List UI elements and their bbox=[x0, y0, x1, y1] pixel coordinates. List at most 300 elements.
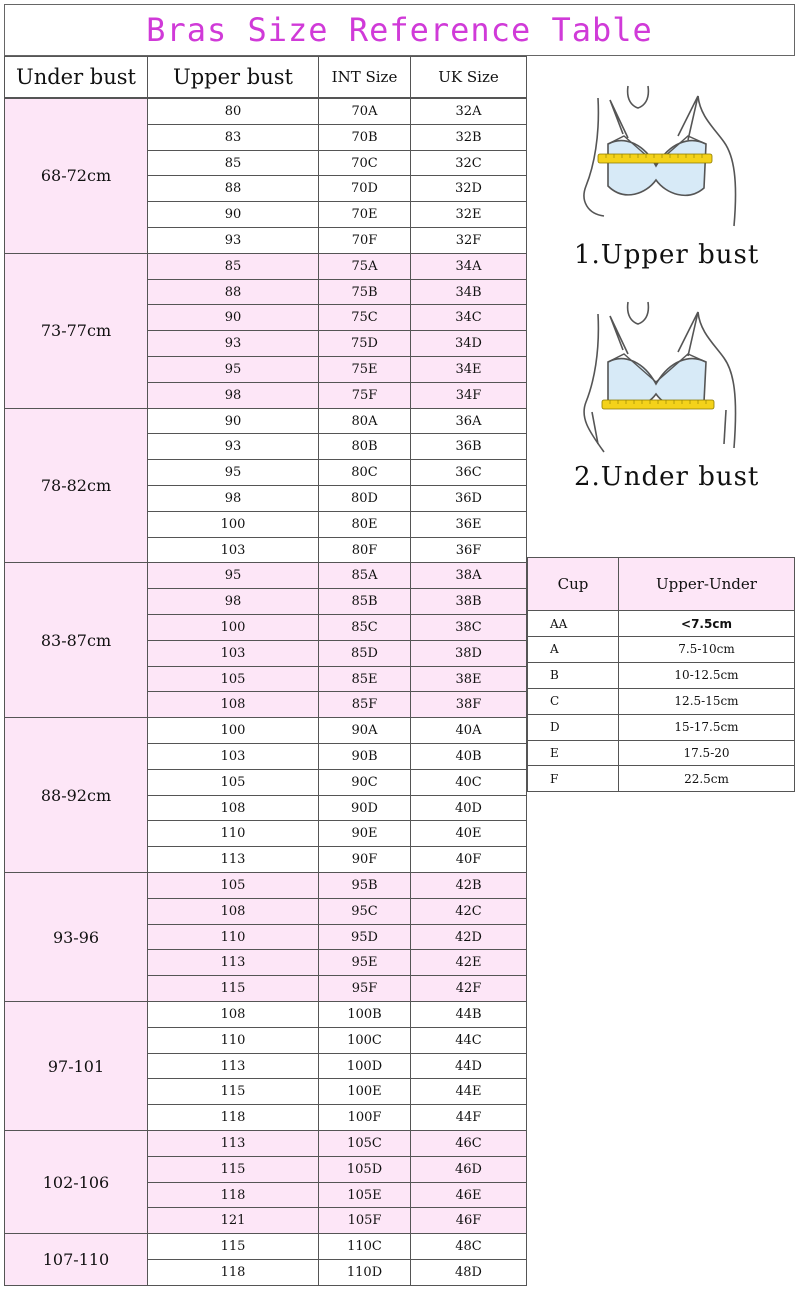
int-size-cell-text: 70D bbox=[351, 181, 378, 197]
int-size-cell bbox=[318, 1001, 411, 1028]
under-bust-group-label: 83-87cm bbox=[40, 630, 112, 650]
int-size-cell bbox=[318, 588, 411, 615]
upper-bust-cell-text: 95 bbox=[224, 465, 242, 481]
uk-size-cell-text: 36E bbox=[455, 516, 482, 532]
uk-size-cell-text: 46D bbox=[455, 1161, 482, 1177]
uk-size-cell bbox=[410, 279, 527, 306]
int-size-cell bbox=[318, 795, 411, 822]
title-banner bbox=[4, 4, 795, 56]
int-size-cell bbox=[318, 666, 411, 693]
uk-size-cell bbox=[410, 511, 527, 538]
cup-letter-text: AA bbox=[550, 616, 568, 631]
under-bust-figure bbox=[528, 292, 795, 482]
upper-bust-cell-text: 103 bbox=[220, 542, 246, 558]
upper-bust-cell bbox=[147, 846, 319, 873]
uk-size-cell bbox=[410, 1130, 527, 1157]
uk-size-cell bbox=[410, 975, 527, 1002]
uk-size-cell-text: 46C bbox=[455, 1136, 482, 1151]
under-bust-group-label: 73-77cm bbox=[40, 321, 112, 341]
upper-under-diff-text: 12.5-15cm bbox=[674, 694, 739, 709]
int-size-cell-text: 95F bbox=[351, 981, 378, 997]
upper-under-diff-text: 15-17.5cm bbox=[674, 720, 739, 735]
int-size-cell bbox=[318, 1156, 411, 1183]
int-size-cell bbox=[318, 562, 411, 589]
uk-size-cell-text: 42F bbox=[455, 981, 482, 997]
upper-bust-cell-text: 100 bbox=[220, 723, 246, 739]
upper-bust-cell bbox=[147, 330, 319, 357]
cup-header bbox=[527, 557, 619, 611]
int-size-cell-text: 75A bbox=[351, 258, 378, 274]
upper-bust-cell bbox=[147, 511, 319, 538]
uk-size-cell bbox=[410, 691, 527, 718]
upper-under-diff-cell bbox=[618, 610, 795, 637]
upper-under-diff-cell bbox=[618, 765, 795, 792]
upper-bust-cell bbox=[147, 1078, 319, 1105]
uk-size-cell bbox=[410, 330, 527, 357]
upper-under-diff-cell bbox=[618, 714, 795, 741]
int-size-cell bbox=[318, 975, 411, 1002]
uk-size-cell bbox=[410, 717, 527, 744]
upper-bust-cell bbox=[147, 562, 319, 589]
uk-size-cell bbox=[410, 795, 527, 822]
int-size-cell-text: 85B bbox=[351, 594, 378, 610]
upper-under-diff-cell bbox=[618, 636, 795, 663]
int-size-cell-text: 80A bbox=[351, 413, 378, 429]
upper-bust-cell bbox=[147, 614, 319, 641]
int-size-cell bbox=[318, 98, 411, 125]
uk-size-cell-text: 38B bbox=[455, 594, 482, 610]
upper-bust-cell-text: 118 bbox=[220, 1110, 246, 1126]
int-size-cell bbox=[318, 279, 411, 306]
upper-bust-cell-text: 98 bbox=[224, 594, 242, 610]
uk-size-cell-text: 32E bbox=[455, 207, 482, 223]
upper-bust-cell bbox=[147, 433, 319, 460]
int-size-cell bbox=[318, 485, 411, 512]
upper-bust-cell-text: 110 bbox=[220, 1032, 246, 1048]
uk-size-cell bbox=[410, 1053, 527, 1080]
upper-bust-cell bbox=[147, 356, 319, 383]
int-size-cell bbox=[318, 201, 411, 228]
upper-bust-cell bbox=[147, 1001, 319, 1028]
header-upper-bust-label: Upper bust bbox=[173, 65, 293, 89]
upper-bust-cell-text: 110 bbox=[220, 929, 246, 945]
uk-size-cell bbox=[410, 588, 527, 615]
int-size-cell bbox=[318, 846, 411, 873]
upper-bust-cell-text: 118 bbox=[220, 1265, 246, 1280]
int-size-cell bbox=[318, 1053, 411, 1080]
under-bust-group-label: 93-96 bbox=[52, 927, 100, 947]
upper-bust-cell bbox=[147, 1130, 319, 1157]
upper-bust-cell bbox=[147, 640, 319, 667]
uk-size-cell-text: 42D bbox=[455, 929, 482, 945]
int-size-cell-text: 75B bbox=[351, 284, 378, 300]
upper-bust-figure bbox=[528, 76, 795, 266]
int-size-cell bbox=[318, 150, 411, 177]
uk-size-cell-text: 38C bbox=[455, 620, 482, 635]
upper-bust-cell bbox=[147, 124, 319, 151]
upper-bust-cell bbox=[147, 795, 319, 822]
uk-size-cell-text: 34B bbox=[455, 284, 482, 300]
int-size-cell bbox=[318, 537, 411, 564]
int-size-cell-text: 85D bbox=[351, 645, 378, 661]
upper-bust-cell bbox=[147, 382, 319, 409]
header-under-bust bbox=[4, 56, 148, 98]
upper-bust-cell bbox=[147, 408, 319, 435]
uk-size-cell-text: 46F bbox=[455, 1213, 482, 1229]
upper-bust-cell-text: 90 bbox=[224, 207, 242, 223]
upper-bust-cell-text: 85 bbox=[224, 155, 242, 171]
header-uk-size-label: UK Size bbox=[438, 68, 499, 86]
upper-bust-cell-text: 113 bbox=[220, 1058, 246, 1074]
int-size-cell-text: 90B bbox=[351, 749, 378, 764]
upper-bust-cell-text: 105 bbox=[220, 878, 246, 893]
upper-bust-cell-text: 115 bbox=[220, 1161, 246, 1177]
upper-bust-cell bbox=[147, 201, 319, 228]
uk-size-cell bbox=[410, 846, 527, 873]
int-size-cell bbox=[318, 820, 411, 847]
uk-size-cell bbox=[410, 1233, 527, 1260]
uk-size-cell-text: 32D bbox=[455, 181, 482, 197]
upper-bust-cell-text: 103 bbox=[220, 749, 246, 764]
upper-bust-cell bbox=[147, 150, 319, 177]
int-size-cell bbox=[318, 433, 411, 460]
int-size-cell bbox=[318, 1233, 411, 1260]
uk-size-cell-text: 48D bbox=[455, 1265, 482, 1280]
int-size-cell bbox=[318, 227, 411, 254]
uk-size-cell-text: 40A bbox=[455, 723, 482, 739]
uk-size-cell bbox=[410, 1104, 527, 1131]
under-bust-group-label: 68-72cm bbox=[40, 166, 112, 186]
uk-size-cell bbox=[410, 872, 527, 899]
int-size-cell-text: 75F bbox=[351, 387, 378, 403]
int-size-cell-text: 105C bbox=[347, 1136, 382, 1151]
uk-size-cell-text: 32A bbox=[455, 104, 482, 119]
int-size-cell-text: 70B bbox=[351, 129, 378, 145]
uk-size-cell bbox=[410, 485, 527, 512]
uk-size-cell-text: 40D bbox=[455, 800, 482, 816]
upper-bust-cell bbox=[147, 872, 319, 899]
upper-bust-cell bbox=[147, 769, 319, 796]
int-size-cell bbox=[318, 614, 411, 641]
upper-bust-cell-text: 115 bbox=[220, 1084, 246, 1100]
uk-size-cell bbox=[410, 433, 527, 460]
int-size-cell bbox=[318, 1130, 411, 1157]
under-bust-group bbox=[4, 1130, 148, 1234]
int-size-cell bbox=[318, 949, 411, 976]
upper-bust-cell bbox=[147, 588, 319, 615]
upper-bust-cell-text: 108 bbox=[220, 697, 246, 713]
uk-size-cell bbox=[410, 924, 527, 951]
uk-size-cell bbox=[410, 743, 527, 770]
cup-letter-cell bbox=[527, 636, 619, 663]
int-size-cell bbox=[318, 459, 411, 486]
uk-size-cell-text: 44F bbox=[455, 1110, 482, 1126]
upper-bust-cell bbox=[147, 1053, 319, 1080]
int-size-cell-text: 80F bbox=[351, 542, 378, 558]
upper-under-diff-cell bbox=[618, 662, 795, 689]
page-title: Bras Size Reference Table bbox=[146, 11, 653, 49]
int-size-cell bbox=[318, 769, 411, 796]
uk-size-cell bbox=[410, 304, 527, 331]
upper-under-diff-text: <7.5cm bbox=[681, 616, 732, 631]
int-size-cell-text: 90A bbox=[351, 723, 378, 739]
uk-size-cell bbox=[410, 537, 527, 564]
upper-bust-cell bbox=[147, 898, 319, 925]
uk-size-cell bbox=[410, 382, 527, 409]
int-size-cell bbox=[318, 511, 411, 538]
uk-size-cell bbox=[410, 1001, 527, 1028]
uk-size-cell-text: 48C bbox=[455, 1239, 482, 1255]
int-size-cell-text: 80C bbox=[351, 465, 378, 481]
upper-under-header-label: Upper-Under bbox=[656, 575, 757, 593]
int-size-cell bbox=[318, 640, 411, 667]
upper-bust-cell-text: 83 bbox=[224, 129, 242, 145]
upper-bust-cell-text: 113 bbox=[220, 852, 246, 868]
upper-under-diff-cell bbox=[618, 740, 795, 767]
uk-size-cell bbox=[410, 124, 527, 151]
int-size-cell-text: 90D bbox=[351, 800, 378, 816]
cup-letter-cell bbox=[527, 662, 619, 689]
int-size-cell-text: 100E bbox=[347, 1084, 382, 1100]
int-size-cell bbox=[318, 872, 411, 899]
int-size-cell-text: 100F bbox=[347, 1110, 382, 1126]
header-under-bust-label: Under bust bbox=[16, 65, 136, 89]
int-size-cell-text: 100B bbox=[347, 1007, 382, 1022]
uk-size-cell-text: 34C bbox=[455, 310, 482, 326]
upper-bust-cell bbox=[147, 537, 319, 564]
int-size-cell-text: 85C bbox=[351, 620, 378, 635]
uk-size-cell bbox=[410, 201, 527, 228]
upper-bust-cell bbox=[147, 1156, 319, 1183]
upper-under-diff-text: 10-12.5cm bbox=[674, 668, 739, 683]
upper-bust-cell-text: 80 bbox=[224, 104, 242, 119]
int-size-cell bbox=[318, 1259, 411, 1286]
int-size-cell-text: 110D bbox=[346, 1265, 383, 1280]
int-size-cell-text: 90F bbox=[351, 852, 378, 868]
uk-size-cell bbox=[410, 614, 527, 641]
uk-size-cell bbox=[410, 227, 527, 254]
upper-bust-cell bbox=[147, 666, 319, 693]
uk-size-cell-text: 44C bbox=[455, 1032, 482, 1048]
upper-bust-cell bbox=[147, 175, 319, 202]
int-size-cell-text: 75E bbox=[351, 362, 378, 377]
upper-bust-cell bbox=[147, 691, 319, 718]
upper-bust-cell-text: 105 bbox=[220, 671, 246, 687]
upper-bust-cell-text: 95 bbox=[224, 568, 242, 584]
upper-bust-cell-text: 98 bbox=[224, 491, 242, 506]
uk-size-cell bbox=[410, 1182, 527, 1209]
upper-bust-cell-text: 121 bbox=[220, 1213, 246, 1229]
cup-letter-cell bbox=[527, 765, 619, 792]
under-bust-group-label: 107-110 bbox=[42, 1249, 110, 1269]
upper-bust-cell-text: 95 bbox=[224, 362, 242, 377]
under-bust-group-label: 102-106 bbox=[42, 1172, 110, 1192]
upper-bust-cell-text: 108 bbox=[220, 903, 246, 919]
cup-letter-cell bbox=[527, 610, 619, 637]
upper-under-header bbox=[618, 557, 795, 611]
int-size-cell bbox=[318, 743, 411, 770]
int-size-cell-text: 75C bbox=[351, 310, 378, 326]
int-size-cell-text: 90C bbox=[351, 774, 378, 790]
upper-bust-cell bbox=[147, 1259, 319, 1286]
upper-bust-cell bbox=[147, 975, 319, 1002]
under-bust-group bbox=[4, 253, 148, 409]
int-size-cell bbox=[318, 1207, 411, 1234]
int-size-cell-text: 70C bbox=[351, 155, 378, 171]
upper-bust-cell-text: 98 bbox=[224, 387, 242, 403]
uk-size-cell bbox=[410, 98, 527, 125]
upper-bust-cell bbox=[147, 485, 319, 512]
under-bust-caption: 2.Under bust bbox=[574, 462, 760, 492]
uk-size-cell-text: 38F bbox=[455, 697, 482, 713]
uk-size-cell-text: 32B bbox=[455, 129, 482, 145]
upper-bust-cell bbox=[147, 949, 319, 976]
int-size-cell-text: 95E bbox=[351, 955, 378, 971]
under-bust-group bbox=[4, 408, 148, 564]
upper-bust-cell-text: 93 bbox=[224, 233, 242, 248]
cup-letter-cell bbox=[527, 688, 619, 715]
cup-header-label: Cup bbox=[557, 575, 589, 593]
uk-size-cell bbox=[410, 356, 527, 383]
uk-size-cell bbox=[410, 769, 527, 796]
header-int-size-label: INT Size bbox=[331, 68, 398, 86]
int-size-cell-text: 85A bbox=[351, 568, 378, 584]
uk-size-cell bbox=[410, 175, 527, 202]
uk-size-cell-text: 40E bbox=[455, 826, 482, 842]
uk-size-cell-text: 36F bbox=[455, 542, 482, 558]
under-bust-group bbox=[4, 1001, 148, 1131]
uk-size-cell bbox=[410, 1027, 527, 1054]
upper-bust-caption: 1.Upper bust bbox=[574, 240, 760, 270]
int-size-cell bbox=[318, 924, 411, 951]
cup-letter-text: A bbox=[550, 642, 559, 657]
cup-letter-cell bbox=[527, 714, 619, 741]
upper-under-diff-text: 17.5-20 bbox=[683, 746, 730, 760]
uk-size-cell bbox=[410, 150, 527, 177]
upper-bust-cell-text: 115 bbox=[220, 981, 246, 997]
upper-bust-cell-text: 100 bbox=[220, 516, 246, 532]
uk-size-cell-text: 40C bbox=[455, 774, 482, 790]
int-size-cell-text: 80B bbox=[351, 439, 378, 455]
upper-bust-cell bbox=[147, 459, 319, 486]
int-size-cell bbox=[318, 1078, 411, 1105]
uk-size-cell-text: 42C bbox=[455, 903, 482, 919]
under-bust-group-label: 88-92cm bbox=[40, 785, 112, 805]
int-size-cell-text: 85F bbox=[351, 697, 378, 713]
upper-bust-cell bbox=[147, 227, 319, 254]
int-size-cell bbox=[318, 330, 411, 357]
under-bust-group bbox=[4, 98, 148, 254]
int-size-cell-text: 75D bbox=[351, 336, 378, 352]
uk-size-cell bbox=[410, 408, 527, 435]
uk-size-cell-text: 44E bbox=[455, 1084, 482, 1100]
upper-bust-cell-text: 88 bbox=[224, 284, 242, 300]
uk-size-cell-text: 44B bbox=[455, 1007, 482, 1022]
uk-size-cell bbox=[410, 562, 527, 589]
upper-bust-cell-text: 108 bbox=[220, 1007, 246, 1022]
int-size-cell bbox=[318, 717, 411, 744]
upper-bust-cell bbox=[147, 717, 319, 744]
int-size-cell-text: 105D bbox=[346, 1161, 383, 1177]
uk-size-cell bbox=[410, 949, 527, 976]
int-size-cell-text: 80D bbox=[351, 491, 378, 506]
upper-under-diff-cell bbox=[618, 688, 795, 715]
int-size-cell bbox=[318, 1104, 411, 1131]
uk-size-cell-text: 42E bbox=[455, 955, 482, 971]
uk-size-cell bbox=[410, 1078, 527, 1105]
uk-size-cell-text: 36C bbox=[455, 465, 482, 481]
uk-size-cell-text: 36B bbox=[455, 439, 482, 455]
int-size-cell-text: 70A bbox=[351, 104, 378, 119]
int-size-cell-text: 90E bbox=[351, 826, 378, 842]
upper-bust-cell-text: 88 bbox=[224, 181, 242, 197]
uk-size-cell-text: 34D bbox=[455, 336, 482, 352]
cup-letter-text: F bbox=[550, 771, 559, 786]
int-size-cell-text: 85E bbox=[351, 671, 378, 687]
under-bust-group bbox=[4, 872, 148, 1002]
uk-size-cell-text: 44D bbox=[455, 1058, 482, 1074]
uk-size-cell-text: 46E bbox=[455, 1187, 482, 1203]
upper-bust-cell bbox=[147, 279, 319, 306]
uk-size-cell bbox=[410, 820, 527, 847]
upper-bust-cell-text: 113 bbox=[220, 1136, 246, 1151]
uk-size-cell-text: 34F bbox=[455, 387, 482, 403]
upper-bust-cell bbox=[147, 820, 319, 847]
upper-bust-cell bbox=[147, 924, 319, 951]
int-size-cell-text: 70F bbox=[351, 233, 378, 248]
uk-size-cell bbox=[410, 1259, 527, 1286]
uk-size-cell-text: 36D bbox=[455, 491, 482, 506]
cup-letter-text: D bbox=[550, 720, 560, 735]
int-size-cell bbox=[318, 691, 411, 718]
uk-size-cell bbox=[410, 459, 527, 486]
int-size-cell bbox=[318, 1027, 411, 1054]
upper-bust-cell bbox=[147, 1207, 319, 1234]
uk-size-cell-text: 32F bbox=[455, 233, 482, 248]
upper-bust-cell-text: 110 bbox=[220, 826, 246, 842]
illustration-panel bbox=[528, 56, 795, 556]
upper-bust-cell bbox=[147, 1233, 319, 1260]
upper-bust-cell-text: 108 bbox=[220, 800, 246, 816]
uk-size-cell-text: 40B bbox=[455, 749, 482, 764]
under-bust-group-label: 97-101 bbox=[47, 1056, 105, 1076]
cup-letter-text: E bbox=[550, 746, 559, 760]
header-uk-size bbox=[410, 56, 527, 98]
int-size-cell-text: 80E bbox=[351, 516, 378, 532]
upper-bust-cell-text: 90 bbox=[224, 413, 242, 429]
upper-bust-cell bbox=[147, 743, 319, 770]
upper-bust-cell bbox=[147, 1182, 319, 1209]
uk-size-cell-text: 40F bbox=[455, 852, 482, 868]
upper-bust-cell-text: 93 bbox=[224, 439, 242, 455]
upper-under-diff-text: 7.5-10cm bbox=[678, 642, 735, 657]
int-size-cell bbox=[318, 304, 411, 331]
uk-size-cell bbox=[410, 898, 527, 925]
uk-size-cell bbox=[410, 666, 527, 693]
int-size-cell bbox=[318, 382, 411, 409]
upper-bust-cell-text: 90 bbox=[224, 310, 242, 326]
uk-size-cell-text: 32C bbox=[455, 155, 482, 171]
upper-bust-cell bbox=[147, 253, 319, 280]
int-size-cell-text: 105F bbox=[347, 1213, 382, 1229]
int-size-cell-text: 105E bbox=[347, 1187, 382, 1203]
int-size-cell bbox=[318, 175, 411, 202]
uk-size-cell-text: 38E bbox=[455, 671, 482, 687]
under-bust-group bbox=[4, 717, 148, 873]
upper-bust-cell-text: 105 bbox=[220, 774, 246, 790]
cup-letter-text: B bbox=[550, 668, 559, 683]
int-size-cell bbox=[318, 1182, 411, 1209]
